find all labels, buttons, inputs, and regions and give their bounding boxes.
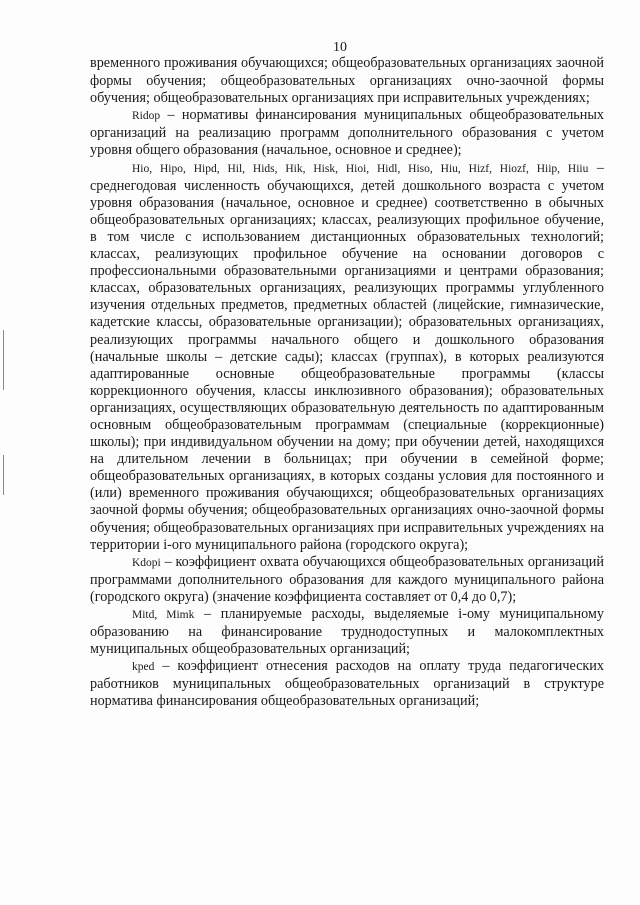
paragraph-symbol: Mitd, Mimk	[132, 609, 195, 621]
paragraph-kdopi	[90, 554, 604, 606]
paragraph-text: – планируемые расходы, выделяемые i-ому муниципальному образованию на финансирование труднодоступных и малокомплектных муниципальных общеобразовательных организаций;	[90, 606, 604, 658]
paragraph-symbol: Ridop	[132, 110, 161, 123]
paragraph-ridop	[90, 107, 604, 159]
paragraph-text: – нормативы финансирования муниципальных общеобразовательных организаций на реализацию программ дополнительного образования с учетом уровня общего образования (начальное, основное и среднее);	[90, 107, 604, 159]
paragraph-continuation	[90, 55, 604, 107]
paragraph-mitd	[90, 606, 604, 658]
paragraph-text: – среднегодовая численность обучающихся, детей дошкольного возраста с учетом уровня образования (начальное, основное и среднее) соответственно в обычных общеобразовательных организациях; классах, реализующих профильное обучение, в том числе с использованием дистанционных образовательных технологий; классах, реализующих профильное обучение на основании договоров с профессиональными образовательными организациями и центрами образования; классах, образовательных организациях, реализующих программы углубленного изучения отдельных предметов, предметных областей (лицейские, гимназические, кадетские классы, образовательные организации); образовательных организациях, реализующих программы начального общего и дошкольного образования (начальные школы – детские сады); классах (группах), в которых реализуются адаптированные основные общеобразовательные программы (классы коррекционного обучения, классы инклюзивного образования); образовательных организациях, осуществляющих образовательную деятельность по адаптированным основным общеобразовательным программам (специальные (коррекционные) школы); при индивидуальном обучении на дому; при обучении детей, находящихся на длительном лечении в больницах; при обучении в семейной форме; общеобразовательных организациях, в которых созданы условия для постоянного и (или) временного проживания обучающихся; общеобразовательных организациях заочной формы обучения; общеобразовательных организациях очно-заочной формы обучения; общеобразовательных организациях при исправительных учреждениях на территории i-ого муниципального района (городского округа);	[90, 159, 604, 553]
paragraph-headcount	[90, 160, 604, 554]
paragraph-symbol: Kdopi	[132, 556, 161, 569]
document-body	[90, 55, 604, 711]
scan-edge-mark	[3, 455, 4, 495]
scan-edge-mark	[3, 330, 4, 390]
page-number: 10	[333, 40, 347, 55]
paragraph-text: временного проживания обучающихся; общеобразовательных организациях заочной формы обучения; общеобразовательных организациях очно-заочной формы обучения; общеобразовательных организациях при исправительных учреждениях;	[90, 55, 604, 107]
paragraph-symbol: Hio, Hipo, Hipd, Hil, Hids, Hik, Hisk, Hioi, Hidl, Hiso, Hiu, Hizf, Hiozf, Hiip, Hiiu	[132, 162, 589, 175]
paragraph-symbol: kped	[132, 661, 155, 674]
paragraph-text: – коэффициент охвата обучающихся общеобразовательных организаций программами дополнительного образования для каждого муниципального района (городского округа) (значение коэффициента составляет от 0,4 до 0,7);	[90, 553, 604, 605]
paragraph-kped	[90, 658, 604, 710]
paragraph-text: – коэффициент отнесения расходов на оплату труда педагогических работников муниципальных общеобразовательных организаций в структуре норматива финансирования общеобразовательных организаций;	[90, 658, 604, 710]
